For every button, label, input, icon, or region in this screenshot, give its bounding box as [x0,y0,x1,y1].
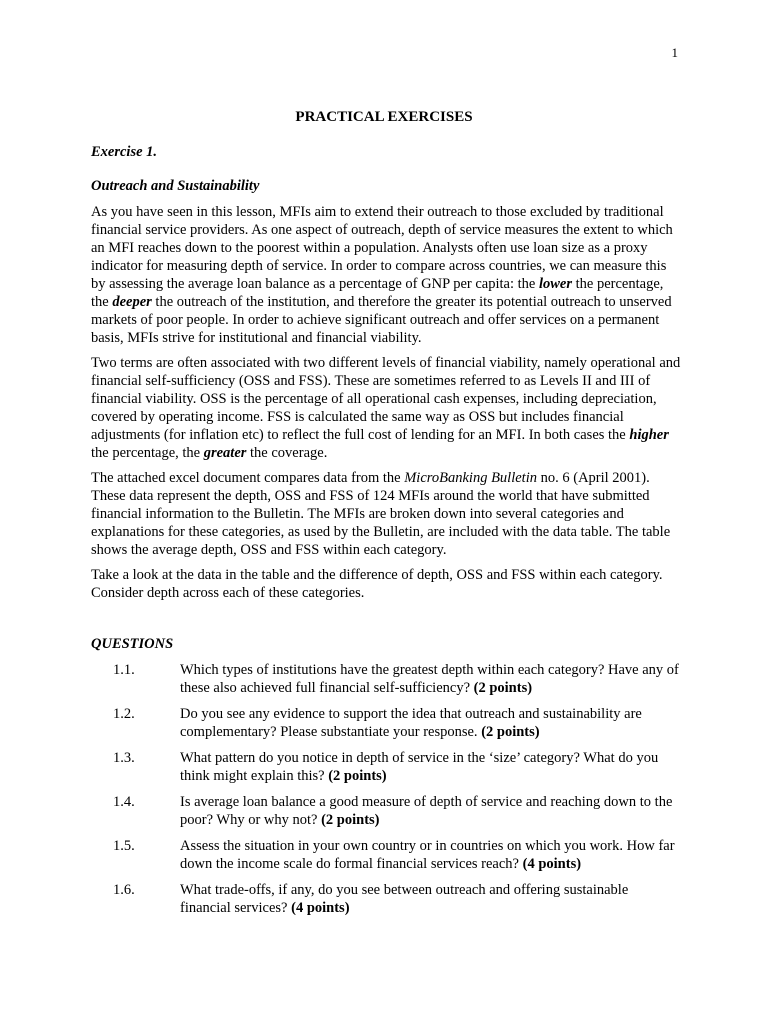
question-body: Which types of institutions have the greatest depth within each category? Have any of these also achieved full financial self-sufficiency? [180,662,679,696]
emphasis-greater: greater [203,445,247,461]
paragraph-viability [91,354,681,462]
section-heading: Outreach and Sustainability [91,178,260,194]
question-number: 1.4. [113,794,135,810]
page-number: 1 [671,45,678,60]
question-item [91,881,681,917]
question-points: (2 points) [473,680,533,696]
question-item [91,705,681,741]
question-text [180,837,681,873]
question-item [91,749,681,785]
page-title: PRACTICAL EXERCISES [295,109,473,125]
text-run: the outreach of the institution, and therefore the greater its potential outreach to unserved markets of poor people. In order to achieve significant outreach and offer services on a permanent basis, MFIs strive for institutional and financial viability. [91,294,672,346]
question-number: 1.2. [113,706,135,722]
question-body: What pattern do you notice in depth of service in the ‘size’ category? What do you think might explain this? [180,750,659,784]
question-points: (2 points) [321,812,380,828]
question-points: (4 points) [291,900,350,916]
question-text [180,793,681,829]
question-text [180,661,681,697]
question-points: (2 points) [481,724,540,740]
question-item [91,661,681,697]
text-run: The attached excel document compares data from the [91,470,405,486]
paragraph-excel-data [91,469,681,559]
question-body: Assess the situation in your own country or in countries on which you work. How far down the income scale do formal financial services reach? [180,838,675,872]
question-body: Is average loan balance a good measure of depth of service and reaching down to the poor? Why or why not? [180,794,673,828]
exercise-heading: Exercise 1. [91,144,158,160]
questions-list [91,661,681,917]
text-run: the coverage. [246,445,328,461]
question-number: 1.1. [113,662,135,678]
question-number: 1.5. [113,838,135,854]
question-points: (2 points) [328,768,387,784]
question-body: What trade-offs, if any, do you see between outreach and offering sustainable financial services? [180,882,629,916]
question-points: (4 points) [522,856,582,872]
document-body [91,143,681,925]
text-run: Two terms are often associated with two different levels of financial viability, namely operational and financial self-sufficiency (OSS and FSS). These are sometimes referred to as Levels II and III of financial viability. OSS is the percentage of all operational cash expenses, including depreciation, covered by operating income. FSS is calculated the same way as OSS but includes financial adjustments (for inflation etc) to reflect the full cost of lending for an MFI. In both cases the [91,355,681,443]
publication-title: MicroBanking Bulletin [404,470,537,486]
paragraph-outreach [91,203,681,347]
questions-heading: QUESTIONS [91,636,174,652]
question-text [180,881,681,917]
emphasis-lower: lower [538,276,572,292]
text-run: the percentage, the [91,276,664,310]
question-body: Do you see any evidence to support the idea that outreach and sustainability are complementary? Please substantiate your response. [180,706,642,740]
question-text [180,749,681,785]
emphasis-deeper: deeper [112,294,152,310]
text-run: As you have seen in this lesson, MFIs aim to extend their outreach to those excluded by traditional financial service providers. As one aspect of outreach, depth of service measures the extent to which an MFI reaches down to the poorest within a population. Analysts often use loan size as a proxy indicator for measuring depth of service. In order to compare across countries, we can measure this by assessing the average loan balance as a percentage of GNP per capita: the [91,204,673,292]
paragraph-instructions: Take a look at the data in the table and the difference of depth, OSS and FSS within each category. Consider depth across each of these categories. [91,567,663,601]
text-run: the percentage, the [91,445,204,461]
question-number: 1.3. [113,750,135,766]
question-number: 1.6. [113,882,135,898]
question-item [91,793,681,829]
question-item [91,837,681,873]
text-run: no. 6 (April 2001). These data represent the depth, OSS and FSS of 124 MFIs around the world that have submitted financial information to the Bulletin. The MFIs are broken down into several categories and explanations for these categories, as used by the Bulletin, are included with the data table. The table shows the average depth, OSS and FSS within each category. [91,470,671,558]
question-text [180,705,681,741]
emphasis-higher: higher [629,427,669,443]
